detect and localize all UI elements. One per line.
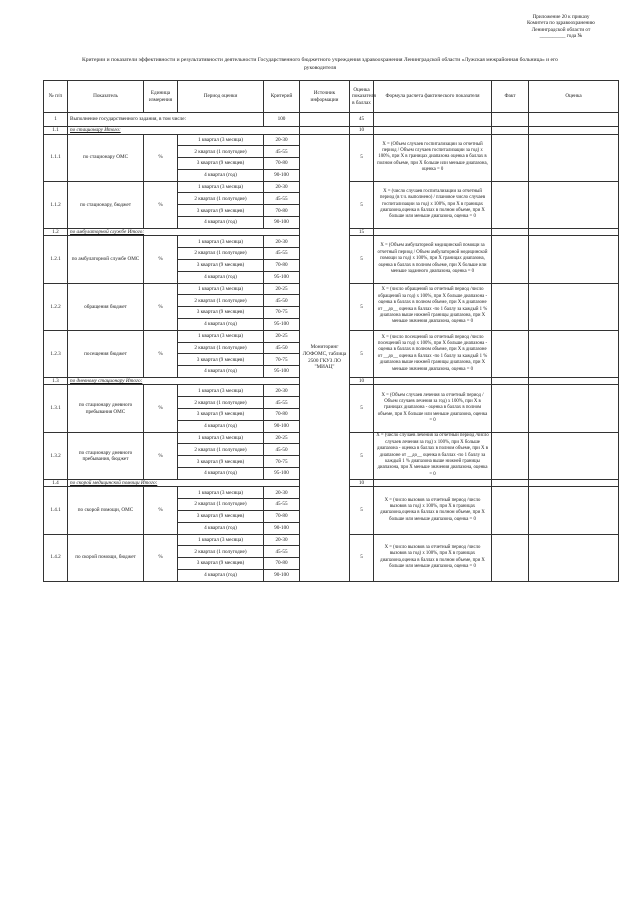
item-evaluation xyxy=(529,487,619,534)
item-unit: % xyxy=(144,534,178,581)
criterion-cell: 90-100 xyxy=(264,169,300,181)
criterion-cell: 70-80 xyxy=(264,205,300,217)
col-header-score: Оценка показателя в баллах xyxy=(350,81,374,113)
item-evaluation xyxy=(529,432,619,479)
item-fact xyxy=(492,283,529,330)
item-fact xyxy=(492,534,529,581)
item-formula: X = (число обращений за отчетный период /число обращений за год) х 100%, при Х больше диапазона - оценка в баллах в полном объеме, при Х в диапазоне от __до__ оценка в баллах -по 1 баллу за каждый 1 % диапазона выше нижней границы диапазона, при Х меньше значения диапазона, оценка = 0 xyxy=(374,283,492,330)
row-evaluation xyxy=(529,113,619,127)
document-title xyxy=(60,57,580,72)
section-formula xyxy=(374,127,492,135)
criterion-cell: 45-55 xyxy=(264,499,300,511)
section-formula xyxy=(374,228,492,236)
col-header-fact: Факт xyxy=(492,81,529,113)
item-indicator: обращения бюджет xyxy=(68,283,144,330)
section-num: 1.2 xyxy=(44,228,68,236)
section-evaluation xyxy=(529,479,619,487)
item-indicator: по скорой помощи, бюджет xyxy=(68,534,144,581)
col-header-formula: Формула расчета фактического показателя xyxy=(374,81,492,113)
criterion-cell: 45-55 xyxy=(264,146,300,158)
item-fact xyxy=(492,134,529,181)
period-cell: 2 квартал (1 полугодие) xyxy=(178,342,264,354)
period-cell: 1 квартал (3 месяца) xyxy=(178,534,264,546)
period-cell: 4 квартал (год) xyxy=(178,217,264,229)
period-cell: 3 квартал (9 месяцев) xyxy=(178,158,264,170)
period-cell: 2 квартал (1 полугодие) xyxy=(178,444,264,456)
item-formula: X = (Объем амбулаторной медицинской помощи за отчетный период / Объем амбулаторной медицинской помощи за год) х 100%, при Х границах диапазона, оценка в баллах в полном объеме, при Х больше или меньше заданного диапазона, оценка = 0 xyxy=(374,236,492,283)
item-score: 5 xyxy=(350,236,374,283)
section-score: 10 xyxy=(350,377,374,385)
section-evaluation xyxy=(529,127,619,135)
section-score: 10 xyxy=(350,479,374,487)
item-unit: % xyxy=(144,236,178,283)
section-row xyxy=(44,127,619,135)
criterion-cell: 95-100 xyxy=(264,366,300,378)
period-cell: 2 квартал (1 полугодие) xyxy=(178,248,264,260)
item-unit: % xyxy=(144,181,178,228)
criterion-cell: 20-30 xyxy=(264,181,300,193)
item-fact xyxy=(492,432,529,479)
criterion-cell: 70-75 xyxy=(264,354,300,366)
period-cell: 4 квартал (год) xyxy=(178,569,264,581)
item-unit: % xyxy=(144,385,178,432)
section-fact xyxy=(492,479,529,487)
criterion-cell: 70-80 xyxy=(264,409,300,421)
item-num: 1.1.1 xyxy=(44,134,68,181)
criterion-cell: 45-55 xyxy=(264,193,300,205)
criterion-cell: 95-100 xyxy=(264,468,300,480)
period-cell: 4 квартал (год) xyxy=(178,169,264,181)
criterion-cell: 90-100 xyxy=(264,217,300,229)
item-indicator: по скорой помощи, ОМС xyxy=(68,487,144,534)
section-name: по стационару Итого: xyxy=(68,127,300,135)
criterion-cell: 70-80 xyxy=(264,510,300,522)
period-cell: 1 квартал (3 месяца) xyxy=(178,134,264,146)
criterion-cell: 95-100 xyxy=(264,271,300,283)
item-evaluation xyxy=(529,236,619,283)
period-cell: 3 квартал (9 месяцев) xyxy=(178,456,264,468)
criterion-cell: 70-80 xyxy=(264,158,300,170)
item-indicator: по стационару ОМС xyxy=(68,134,144,181)
period-cell: 4 квартал (год) xyxy=(178,318,264,330)
item-score: 5 xyxy=(350,432,374,479)
criterion-cell: 20-25 xyxy=(264,432,300,444)
col-header-period: Период оценки xyxy=(178,81,264,113)
section-formula xyxy=(374,377,492,385)
section-score: 10 xyxy=(350,127,374,135)
col-header-evaluation: Оценка xyxy=(529,81,619,113)
title-line: Критерии и показатели эффективности и результативности деятельности Государственного бюджетного учреждения здравоохранения Ленинградской области «Лужская межрайонная больница» и его xyxy=(82,57,558,63)
period-cell: 3 квартал (9 месяцев) xyxy=(178,409,264,421)
section-score: 15 xyxy=(350,228,374,236)
item-score: 5 xyxy=(350,534,374,581)
row-fact xyxy=(492,113,529,127)
criterion-cell: 20-30 xyxy=(264,487,300,499)
item-score: 5 xyxy=(350,330,374,377)
period-cell: 3 квартал (9 месяцев) xyxy=(178,354,264,366)
criterion-cell: 45-55 xyxy=(264,248,300,260)
period-cell: 3 квартал (9 месяцев) xyxy=(178,259,264,271)
row-num: 1 xyxy=(44,113,68,127)
period-cell: 2 квартал (1 полугодие) xyxy=(178,193,264,205)
period-cell: 3 квартал (9 месяцев) xyxy=(178,205,264,217)
item-unit: % xyxy=(144,134,178,181)
item-score: 5 xyxy=(350,385,374,432)
table-row xyxy=(44,134,619,146)
header-line: __________ года № xyxy=(539,33,583,40)
section-source xyxy=(300,127,350,135)
period-cell: 1 квартал (3 месяца) xyxy=(178,487,264,499)
period-cell: 1 квартал (3 месяца) xyxy=(178,283,264,295)
item-num: 1.1.2 xyxy=(44,181,68,228)
criterion-cell: 70-75 xyxy=(264,307,300,319)
item-evaluation xyxy=(529,534,619,581)
period-cell: 4 квартал (год) xyxy=(178,522,264,534)
title-line: руководителя xyxy=(303,64,337,71)
item-num: 1.2.2 xyxy=(44,283,68,330)
period-cell: 1 квартал (3 месяца) xyxy=(178,330,264,342)
section-fact xyxy=(492,228,529,236)
item-indicator: по амбулаторной службе ОМС xyxy=(68,236,144,283)
section-num: 1.4 xyxy=(44,479,68,487)
criterion-cell: 20-30 xyxy=(264,134,300,146)
item-num: 1.3.1 xyxy=(44,385,68,432)
section-name: по дневному стационару Итого: xyxy=(68,377,300,385)
order-appendix-header xyxy=(496,14,626,40)
item-evaluation xyxy=(529,134,619,181)
row-criterion: 100 xyxy=(264,113,300,127)
period-cell: 2 квартал (1 полугодие) xyxy=(178,295,264,307)
section-name: по амбулаторной службе Итого: xyxy=(68,228,300,236)
row-indicator: Выполнение государственного задания, в том числе: xyxy=(68,113,264,127)
col-header-criterion: Критерий xyxy=(264,81,300,113)
source-cell: Мониторинг ЛОФОМС, таблица 2500 ГКУЗ ЛО "МИАЦ" xyxy=(300,134,350,581)
row-formula xyxy=(374,113,492,127)
item-evaluation xyxy=(529,385,619,432)
item-indicator: по стационару дневного пребывания ОМС xyxy=(68,385,144,432)
criterion-cell: 70-80 xyxy=(264,558,300,570)
period-cell: 4 квартал (год) xyxy=(178,420,264,432)
section-name: по скорой медицинской помощи Итого: xyxy=(68,479,300,487)
period-cell: 3 квартал (9 месяцев) xyxy=(178,510,264,522)
period-cell: 2 квартал (1 полугодие) xyxy=(178,499,264,511)
col-header-source: Источник информации xyxy=(300,81,350,113)
item-evaluation xyxy=(529,330,619,377)
header-line: Комитета по здравоохранению xyxy=(527,20,595,27)
item-score: 5 xyxy=(350,134,374,181)
item-fact xyxy=(492,330,529,377)
criterion-cell: 20-30 xyxy=(264,236,300,248)
item-evaluation xyxy=(529,283,619,330)
item-num: 1.3.2 xyxy=(44,432,68,479)
item-unit: % xyxy=(144,487,178,534)
period-cell: 2 квартал (1 полугодие) xyxy=(178,397,264,409)
item-num: 1.2.3 xyxy=(44,330,68,377)
item-num: 1.4.2 xyxy=(44,534,68,581)
section-fact xyxy=(492,127,529,135)
criterion-cell: 95-100 xyxy=(264,318,300,330)
header-line: Ленинградской области от xyxy=(531,26,591,33)
criterion-cell: 20-25 xyxy=(264,283,300,295)
criterion-cell: 90-100 xyxy=(264,569,300,581)
col-header-indicator: Показатель xyxy=(68,81,144,113)
period-cell: 1 квартал (3 месяца) xyxy=(178,181,264,193)
criterion-cell: 45-50 xyxy=(264,444,300,456)
period-cell: 3 квартал (9 месяцев) xyxy=(178,558,264,570)
row-score: 45 xyxy=(350,113,374,127)
item-formula: X = (число вызовов за отчетный период /число вызовов за год) х 100%, при Х в границах диапазона,оценка в баллах в полном объеме, при Х больше или меньше диапазона, оценка = 0 xyxy=(374,534,492,581)
item-num: 1.4.1 xyxy=(44,487,68,534)
criterion-cell: 20-30 xyxy=(264,534,300,546)
criterion-cell: 45-50 xyxy=(264,342,300,354)
item-formula: X = (число случаев лечения за отчетный период /число случаев лечения за год) х 100%, при Х больше диапазона - оценка в баллах в полном объеме, при Х в диапазоне от __до__ оценка в баллах -по 1 баллу за каждый 1 % диапазона выше нижней границы диапазона, при Х меньше значения диапазона, оценка = 0 xyxy=(374,432,492,479)
item-evaluation xyxy=(529,181,619,228)
item-formula: X = (Объем случаев госпитализации за отчетный период / Объем случаев госпитализации за год) х 100%, при Х в границах диапазона оценка в баллах в полном объеме, при Х больше или меньше диапазона, оценка = 0 xyxy=(374,134,492,181)
item-indicator: по стационару дневного пребывания, бюджет xyxy=(68,432,144,479)
item-unit: % xyxy=(144,432,178,479)
criterion-cell: 45-55 xyxy=(264,546,300,558)
item-fact xyxy=(492,181,529,228)
item-score: 5 xyxy=(350,283,374,330)
item-fact xyxy=(492,487,529,534)
col-header-num: № п/п xyxy=(44,81,68,113)
criterion-cell: 70-80 xyxy=(264,259,300,271)
item-unit: % xyxy=(144,283,178,330)
item-num: 1.2.1 xyxy=(44,236,68,283)
item-score: 5 xyxy=(350,487,374,534)
item-indicator: по стационару, бюджет xyxy=(68,181,144,228)
section-evaluation xyxy=(529,377,619,385)
period-cell: 2 квартал (1 полугодие) xyxy=(178,146,264,158)
section-fact xyxy=(492,377,529,385)
section-num: 1.3 xyxy=(44,377,68,385)
item-formula: X = (число вызовов за отчетный период /число вызовов за год) х 100%, при Х в границах диапазона,оценка в баллах в полном объеме, при Х больше или меньше диапазона, оценка = 0 xyxy=(374,487,492,534)
item-score: 5 xyxy=(350,181,374,228)
section-num: 1.1 xyxy=(44,127,68,135)
criterion-cell: 45-55 xyxy=(264,397,300,409)
period-cell: 1 квартал (3 месяца) xyxy=(178,432,264,444)
table-row-total xyxy=(44,113,619,127)
criterion-cell: 45-50 xyxy=(264,295,300,307)
criterion-cell: 20-30 xyxy=(264,385,300,397)
col-header-unit: Единица измерения xyxy=(144,81,178,113)
section-formula xyxy=(374,479,492,487)
criteria-table xyxy=(43,80,619,582)
item-indicator: посещения бюджет xyxy=(68,330,144,377)
item-formula: X = (число случаев госпитализации за отчетный период (в т.ч. выполнено) / плановое число случаев госпитализации за год) х 100%, при Х в границах диапазона,оценка в баллах в полном объеме, при Х больше или меньше диапазона, оценка = 0 xyxy=(374,181,492,228)
period-cell: 1 квартал (3 месяца) xyxy=(178,385,264,397)
item-fact xyxy=(492,385,529,432)
period-cell: 4 квартал (год) xyxy=(178,468,264,480)
item-formula: X = (число посещений за отчетный период /число посещений за год) х 100%, при Х больше диапазона - оценка в баллах в полном объеме, при Х в диапазоне от __до__ оценка в баллах -по 1 баллу за каждый 1 % диапазона выше нижней границы диапазона, при Х меньше значения диапазона, оценка = 0 xyxy=(374,330,492,377)
header-line: Приложение 20 к приказу xyxy=(532,14,590,20)
item-fact xyxy=(492,236,529,283)
item-unit: % xyxy=(144,330,178,377)
period-cell: 4 квартал (год) xyxy=(178,271,264,283)
period-cell: 1 квартал (3 месяца) xyxy=(178,236,264,248)
period-cell: 4 квартал (год) xyxy=(178,366,264,378)
criterion-cell: 20-25 xyxy=(264,330,300,342)
criterion-cell: 90-100 xyxy=(264,420,300,432)
row-source xyxy=(300,113,350,127)
period-cell: 2 квартал (1 полугодие) xyxy=(178,546,264,558)
item-formula: X = (Объем случаев лечения за отчетный период / Объем случаев лечения за год) х 100%, при Х в границах диапазона - оценка в баллах в полном объеме, при Х больше или меньше диапазона, оценка = 0 xyxy=(374,385,492,432)
criterion-cell: 70-75 xyxy=(264,456,300,468)
criterion-cell: 90-100 xyxy=(264,522,300,534)
table-header-row xyxy=(44,81,619,113)
section-evaluation xyxy=(529,228,619,236)
period-cell: 3 квартал (9 месяцев) xyxy=(178,307,264,319)
